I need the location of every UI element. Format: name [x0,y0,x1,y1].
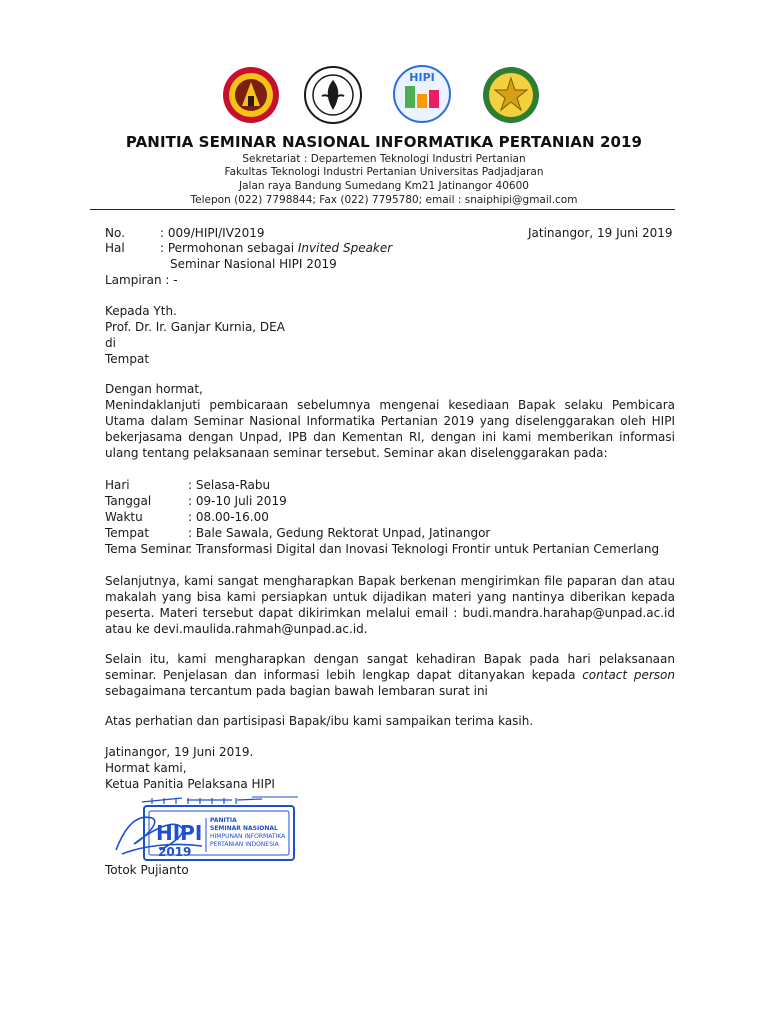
header-title: PANITIA SEMINAR NASIONAL INFORMATIKA PERTANIAN 2019 [125,133,643,151]
committee-stamp [112,794,302,866]
closing-regards: Hormat kami, [105,761,187,775]
detail-label-date: Tanggal [105,494,152,508]
detail-value-time: : 08.00-16.00 [188,510,269,524]
recipient-name: Prof. Dr. Ir. Ganjar Kurnia, DEA [105,320,285,334]
paragraph-materials: Selanjutnya, kami sangat mengharapkan Bapak berkenan mengirimkan file paparan dan atau makalah yang bisa kami persiapkan untuk dijadikan materi yang nantinya diberikan kepada peserta. Materi tersebut dapat dikirimkan melalui email : budi.mandra.harahap@unpad.ac.id atau ke devi.maulida.rahmah@unpad.ac.id. [105,574,675,636]
detail-value-day: : Selasa-Rabu [188,478,271,492]
recipient-salutation: Kepada Yth. [105,304,177,318]
kementan-logo [482,66,540,124]
unpad-logo [222,66,280,124]
detail-value-date: : 09-10 Juli 2019 [188,494,287,508]
svg-text:SEMINAR NASIONAL: SEMINAR NASIONAL [210,825,278,832]
recipient-di: di [105,336,116,350]
svg-text:HIPI: HIPI [156,821,203,845]
greeting: Dengan hormat, [105,382,203,396]
header-address: Jalan raya Bandung Sumedang Km21 Jatinangor 40600 [239,180,529,192]
detail-label-time: Waktu [105,510,143,524]
closing-role: Ketua Panitia Pelaksana HIPI [105,777,275,791]
header-divider [90,209,675,210]
ipb-logo [304,66,362,124]
detail-label-theme: Tema Seminar [105,542,191,556]
detail-value-theme: : Transformasi Digital dan Inovasi Teknologi Frontir untuk Pertanian Cemerlang [188,542,660,556]
letter-date: Jatinangor, 19 Juni 2019 [528,226,673,240]
header-faculty: Fakultas Teknologi Industri Pertanian Universitas Padjadjaran [224,166,544,178]
header-secretariat: Sekretariat : Departemen Teknologi Industri Pertanian [242,153,526,165]
detail-label-day: Hari [105,478,130,492]
svg-text:PERTANIAN INDONESIA: PERTANIAN INDONESIA [210,841,279,848]
hipi-logo [393,64,451,122]
recipient-place: Tempat [105,352,150,366]
subject-value-line2: Seminar Nasional HIPI 2019 [170,257,337,271]
subject-label: Hal [105,241,125,255]
subject-value: : Permohonan sebagai Invited Speaker [160,241,393,255]
attachment-line: Lampiran : - [105,273,178,287]
svg-text:HIPI: HIPI [409,71,435,84]
detail-label-venue: Tempat [105,526,150,540]
header-contact: Telepon (022) 7798844; Fax (022) 7795780; email : snaiphipi@gmail.com [190,194,578,206]
paragraph-intro: Menindaklanjuti pembicaraan sebelumnya mengenai kesediaan Bapak selaku Pembicara Utama dalam Seminar Nasional Informatika Pertanian 2019 yang diselenggarakan oleh HIPI bekerjasama dengan Unpad, IPB dan Kementan RI, dengan ini kami memberikan informasi ulang tentang pelaksanaan seminar tersebut. Seminar akan diselenggarakan pada: [105,398,675,460]
paragraph-thanks: Atas perhatian dan partisipasi Bapak/ibu kami sampaikan terima kasih. [105,714,534,728]
paragraph-attendance: Selain itu, kami mengharapkan dengan sangat kehadiran Bapak pada hari pelaksanaan seminar. Penjelasan dan informasi lebih lengkap dapat ditanyakan kepada contact person sebagaimana tercantum pada bagian bawah lembaran surat ini [105,652,675,698]
number-value: : 009/HIPI/IV2019 [160,226,265,240]
svg-text:2019: 2019 [158,845,192,859]
closing-date: Jatinangor, 19 Juni 2019. [105,745,254,759]
number-label: No. [105,226,125,240]
svg-text:PANITIA: PANITIA [210,817,237,824]
detail-value-venue: : Bale Sawala, Gedung Rektorat Unpad, Jatinangor [188,526,491,540]
svg-text:HIMPUNAN INFORMATIKA: HIMPUNAN INFORMATIKA [210,833,286,840]
signer-name: Totok Pujianto [105,863,189,877]
